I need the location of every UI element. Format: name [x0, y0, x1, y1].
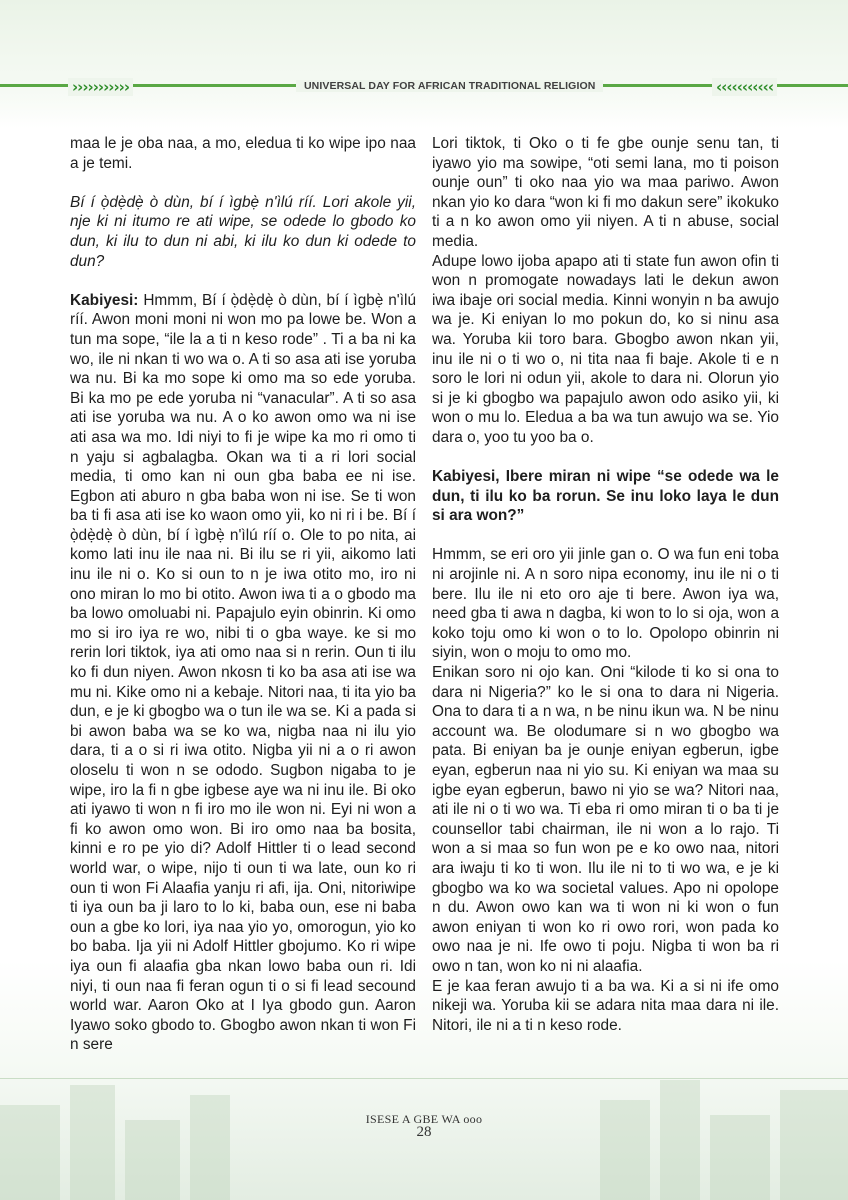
footer-title: ISESE A GBE WA ooo [365, 1112, 483, 1126]
answer-paragraph [70, 291, 416, 1055]
question-paragraph [432, 467, 779, 526]
page-number: 28 [416, 1124, 432, 1140]
speaker-label: Kabiyesi: [70, 291, 139, 309]
page-header [0, 0, 848, 125]
paragraph: Enikan soro ni ojo kan. Oni “kilode ti ko si ona to dara ni Nigeria?” ko le si ona to dara ni Nigeria. Ona to dara ti a n wa, n be ninu ikun wa. N be ninu account wa. Be olodumare si n wo gbogbo wa pata. Bi eniyan ba je ounje eniyan egberun, igbe eyan, egberun naa ni yio su. Ki eniyan wa maa su igbe eyan egberun, bawo ni yio se wa? Nitori naa, ati ile ni o ti wo wa. Ti eba ri omo miran ti o ba ti je counsellor tabi chairman, ile ni won a lo rajo. Ti won a si maa so fun won pe e ko owo naa, nitori ara iwaju ti ko ti won. Ilu ile ni to ti wo wa, e je ki gbogbo wa ko wa societal values. Apo ni opolope n du. Awon owo kan wa ti won ni ki won o fun awon eniyan ti won ko ri owo rori, won pada ko owo naa je ni. Ife owo ti poju. Nigba ti won ba ri owo n tan, won ko ni ni alaafia. [432, 664, 779, 975]
right-chevron-ornament: ‹‹‹‹‹‹‹‹‹‹‹ [712, 78, 777, 96]
paragraph: Hmmm, se eri oro yii jinle gan o. O wa fun eni toba ni arojinle ni. A n soro nipa economy, inu ile ni o ti bere. Ilu ile ni eto oro aje ti bere. Awon iya wa, need gba ti awa n dagba, ki won to lo si oja, won a koko toju omo ki won o to lo. Opolopo obinrin ni siyin, won o moju to omo mo. [432, 546, 779, 662]
question-paragraph [70, 193, 416, 271]
question-text: Bí í ọ̀dẹ̀dẹ̀ ò dùn, bí í ìgbẹ̀ n'ìlú ríí. Lori akole yii, nje ki ni itumo re ati wipe, se odede lo gbodo ko dun, ki ilu to dun ni abi, ki ilu ko dun ki odede to dun? [70, 193, 416, 270]
header-title: UNIVERSAL DAY FOR AFRICAN TRADITIONAL RELIGION [296, 80, 603, 92]
question-text: Kabiyesi, Ibere miran ni wipe “se odede wa le dun, ti ilu ko ba rorun. Se inu loko laya le dun si ara won?” [432, 468, 779, 525]
paragraph: maa le je oba naa, a mo, eledua ti ko wipe ipo naa a je temi. [70, 135, 416, 172]
paragraph: Lori tiktok, ti Oko o ti fe gbe ounje senu tan, ti iyawo yio ma sowipe, “oti semi lana, mo ti poison ounje oun” ti oko naa yio wa maa pariwo. Awon nkan yio ko dara “won ki fi mo dakun sere” ikokuko ti a n ko awon omo yii niyen. A ti n abuse, social media. [432, 135, 779, 250]
left-chevron-ornament: ››››››››››› [68, 78, 133, 96]
right-column [432, 134, 779, 1035]
answer-text: Hmmm, Bí í ọ̀dẹ̀dẹ̀ ò dùn, bí í ìgbẹ̀ n'ìlú ríí. Awon moni moni ni won mo pa lowe be. Won a tun ma sope, “ile la a ti n keso rode” . Ti a ba ni ka wo, ile ni nkan ti wo wa o. A ti so asa ati ise yoruba wa nu. Bi ka mo sope ki omo ma so ede yoruba. Bi ka mo pe ede yoruba ni “vanacular”. A ti so asa ati ise yoruba wa nu. A o ko awon omo wa ni ise ati asa wa mo. Idi niyi to fi je wipe ka mo ri omo ti n yaju si agbalagba. Okan wa ti a ri lori social media, ti omo kan ni oun gba baba ee ni ise. Egbon ati aburo n gba baba won ni ise. Se ti won ba ti fi asa ati ise ko waon omo yii, ko ni ri i be. Bí í ọ̀dẹ̀dẹ̀ ò dùn, bí í ìgbẹ̀ n'ìlú ríí o. Ole to po nita, ai komo lati inu ile naa ni. Bi ilu se ri yii, aikomo lati inu ile ni o. Ko si oun to n je iwa otito mo, iro ni ono miran lo mo bi otito. Awon iwa ti a o gbodo ma ba lowo omoluabi ni. Papajulo eyin obinrin. Ki omo mo si iro iya re wo, nibi ti o gba waye. ke si mo rerin lori tiktok, iya ati omo naa si n rerin. Oun ti ilu ko fi dun niyen. Awon nkosn ti ko ba asa ati ise wa mu ni. Kike omo ni a kebaje. Nitori naa, ti ita yio ba dun, e je ki gbogbo wa o tun ile wa se. Ki a pada si bi awon baba wa se ko wa, nigba naa ni ilu yio dara, ti a o si ri iwa otito. Nigba yii ni a o ri awon oloselu ti won n se ododo. Sugbon nigaba to je wipe, iro la fi n gbe igbese aye wa ni inu ile. Bi oko ati iyawo ti won n fi iro mo ile won ni. Eyi ni won a fi ko awon omo won. Bi iro omo naa ba bosita, kinni e ro pe yio di? Adolf Hittler ti o lead second world war, o wipe, nijo ti oun ti wa late, oun ko ri oun ti won Fi Alaafia yanju ri afi, ija. Oni, nitoriwipe ti iya oun ba ji laro to lo ki, baba oun, ese ni baba oun a gbe ko lori, iya naa yio yo, omorogun, yio ko bo baba. Ija yii ni Adolf Hittler gbojumo. Ko ri wipe iya oun fi alaafia gba nkan lowo baba oun ri. Idi niyi, ti oun naa fi feran ogun ti o si fi lead secound world war. Aaron Oko at I Iya gbodo gun. Aaron Iyawo soko gbodo to. Gbogbo awon nkan ti won Fi n sere [70, 291, 416, 1054]
left-column [70, 134, 416, 1055]
paragraph: E je kaa feran awujo ti a ba wa. Ki a si ni ife omo nikeji wa. Yoruba kii se adara nita maa dara ni ile. Nitori, ile ni a ti n keso rode. [432, 977, 779, 1034]
paragraph: Adupe lowo ijoba apapo ati ti state fun awon ofin ti won n promogate nowadays lati le dekun awon iwa ibaje ori social media. Kinni wonyin n ba awujo wa je. Ki eniyan lo mo pokun do, ko si ninu asa wa. Yoruba kii toro bara. Gbogbo awon nkan yii, inu ile ni o ti wo o, ni tita naa fi baje. Akole ti e n soro le lori ni odun yii, akole to dara ni. Olorun yio si je ki gbogbo wa papajulo awon odo asiko yii, ki won o mu lo. Eledua a ba wa tun awujo wa se. Yio dara o, yoo tu yoo ba o. [432, 252, 779, 446]
